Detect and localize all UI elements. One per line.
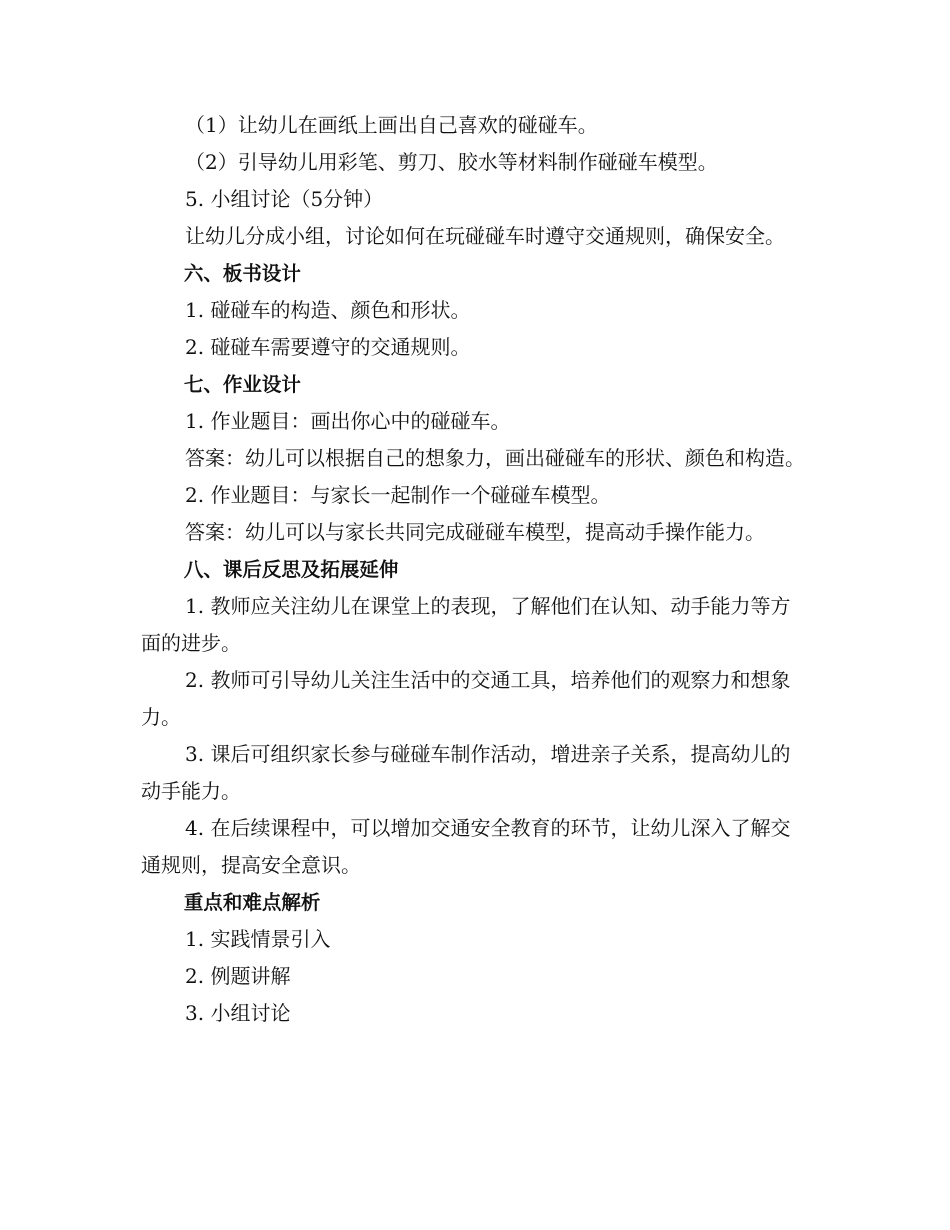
paragraph-board-item-1: 1. 碰碰车的构造、颜色和形状。 <box>185 298 471 322</box>
paragraph-homework-2-answer: 答案：幼儿可以与家长共同完成碰碰车模型，提高动手操作能力。 <box>185 520 765 544</box>
heading-reflection: 八、课后反思及拓展延伸 <box>183 558 399 581</box>
document-body <box>141 107 809 1032</box>
paragraph-group-discussion-body: 让幼儿分成小组，讨论如何在玩碰碰车时遵守交通规则，确保安全。 <box>185 224 785 248</box>
heading-board-design: 六、板书设计 <box>183 262 301 285</box>
paragraph-group-discussion-title: 5. 小组讨论（5分钟） <box>185 187 384 211</box>
paragraph-reflection-4: 4. 在后续课程中，可以增加交通安全教育的环节，让幼儿深入了解交通规则，提高安全意识。 <box>141 816 791 877</box>
paragraph-board-item-2: 2. 碰碰车需要遵守的交通规则。 <box>185 335 471 359</box>
paragraph-step-draw: （1）让幼儿在画纸上画出自己喜欢的碰碰车。 <box>185 113 598 137</box>
paragraph-reflection-1: 1. 教师应关注幼儿在课堂上的表现，了解他们在认知、动手能力等方面的进步。 <box>141 594 791 655</box>
paragraph-key-point-3: 3. 小组讨论 <box>185 1001 291 1025</box>
heading-key-points: 重点和难点解析 <box>183 891 321 914</box>
heading-homework-design: 七、作业设计 <box>183 373 301 396</box>
paragraph-key-point-2: 2. 例题讲解 <box>185 964 291 988</box>
paragraph-homework-2: 2. 作业题目：与家长一起制作一个碰碰车模型。 <box>185 483 611 507</box>
paragraph-key-point-1: 1. 实践情景引入 <box>185 927 331 951</box>
paragraph-homework-1-answer: 答案：幼儿可以根据自己的想象力，画出碰碰车的形状、颜色和构造。 <box>185 446 805 470</box>
paragraph-homework-1: 1. 作业题目：画出你心中的碰碰车。 <box>185 409 511 433</box>
paragraph-reflection-3: 3. 课后可组织家长参与碰碰车制作活动，增进亲子关系，提高幼儿的动手能力。 <box>141 742 791 803</box>
paragraph-step-make-model: （2）引导幼儿用彩笔、剪刀、胶水等材料制作碰碰车模型。 <box>185 150 718 174</box>
paragraph-reflection-2: 2. 教师可引导幼儿关注生活中的交通工具，培养他们的观察力和想象力。 <box>141 668 791 729</box>
